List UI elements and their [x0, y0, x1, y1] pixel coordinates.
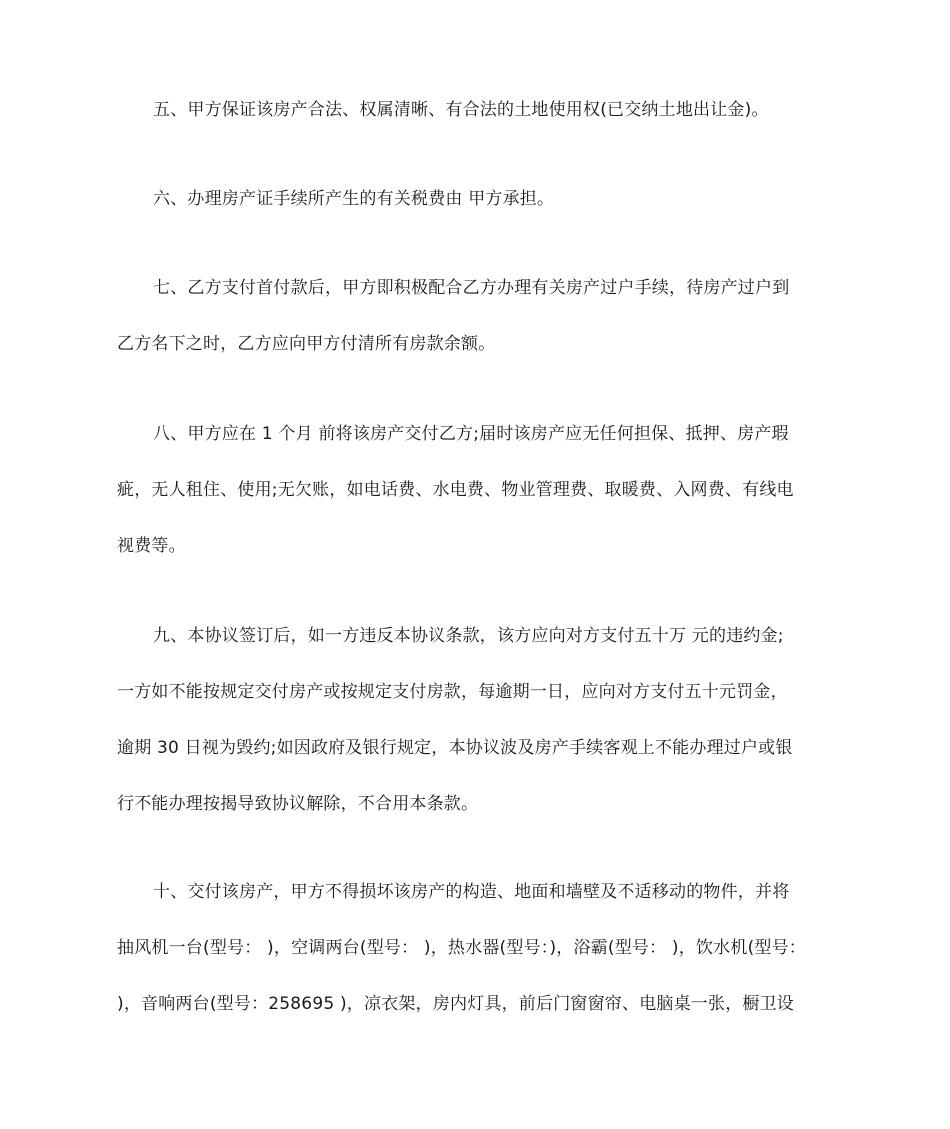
clause-eight-line-1: 八、甲方应在 1 个月 前将该房产交付乙方;届时该房产应无任何担保、抵押、房产瑕	[153, 424, 789, 444]
clause-ten-line-1: 十、交付该房产，甲方不得损坏该房产的构造、地面和墙壁及不适移动的物件，并将	[153, 882, 790, 902]
clause-nine-line-2: 一方如不能按规定交付房产或按规定支付房款，每逾期一日，应向对方支付五十元罚金，	[117, 682, 788, 702]
clause-eight-line-3: 视费等。	[117, 536, 186, 556]
clause-nine-line-1: 九、本协议签订后，如一方违反本协议条款，该方应向对方支付五十万 元的违约金;	[153, 626, 784, 646]
clause-eight-line-2: 疵，无人租住、使用;无欠账，如电话费、水电费、物业管理费、取暖费、入网费、有线电	[117, 480, 794, 500]
clause-seven-line-2: 乙方名下之时，乙方应向甲方付清所有房款余额。	[117, 334, 496, 354]
clause-seven-line-1: 七、乙方支付首付款后，甲方即积极配合乙方办理有关房产过户手续，待房产过户到	[153, 278, 790, 298]
clause-five-line-1: 五、甲方保证该房产合法、权属清晰、有合法的土地使用权(已交纳土地出让金)。	[153, 100, 769, 120]
clause-nine-line-4: 行不能办理按揭导致协议解除，不合用本条款。	[117, 794, 479, 814]
clause-ten-line-3: )，音响两台(型号：258695 )，凉衣架，房内灯具，前后门窗窗帘、电脑桌一张，橱卫设	[117, 994, 794, 1014]
clause-six-line-1: 六、办理房产证手续所产生的有关税费由 甲方承担。	[153, 189, 555, 209]
clause-ten-line-2: 抽风机一台(型号： )，空调两台(型号： )，热水器(型号：)，浴霸(型号： )，饮水机(型号：	[117, 938, 807, 958]
clause-nine-line-3: 逾期 30 日视为毁约;如因政府及银行规定，本协议波及房产手续客观上不能办理过户或银	[117, 738, 793, 758]
